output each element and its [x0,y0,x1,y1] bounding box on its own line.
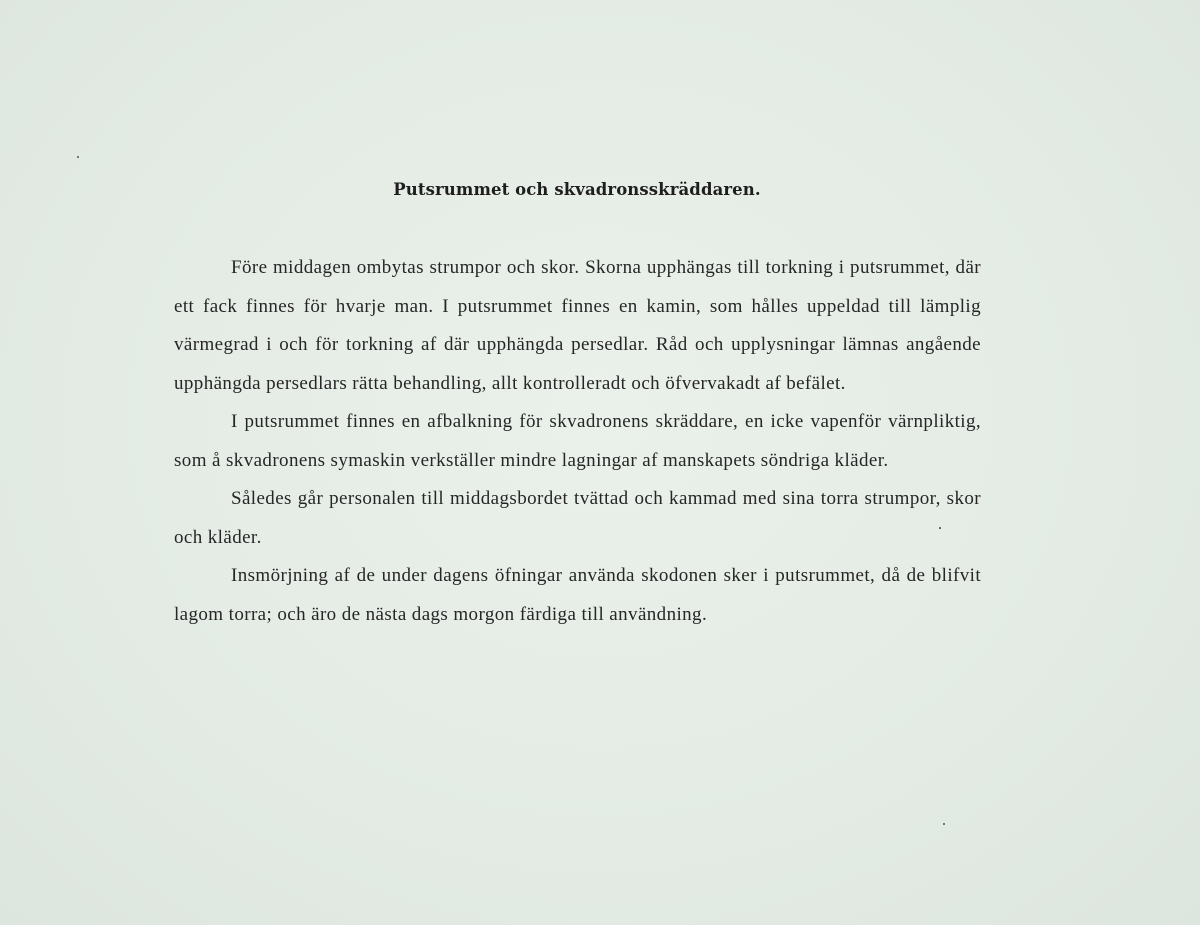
body-text [174,249,981,634]
page-title: Putsrummet och skvadronsskräddaren. [393,180,761,199]
paper-speck [943,823,945,825]
paragraph: Före middagen ombytas strumpor och skor. Skorna upphängas till torkning i putsrummet, där ett fack finnes för hvarje man. I putsrummet finnes en kamin, som hålles uppeldad till lämplig värmegrad i och för torkning af där upphängda persedlar. Råd och upplysningar lämnas angående upphängda persedlars rätta behandling, allt kontrolleradt och öfvervakadt af befälet. [174,257,981,394]
paragraph: I putsrummet finnes en afbalkning för skvadronens skräddare, en icke vapenför värnpliktig, som å skvadronens symaskin verkställer mindre lagningar af manskapets söndriga kläder. [174,411,981,471]
paper-speck [77,156,79,158]
paragraph: Insmörjning af de under dagens öfningar använda skodonen sker i putsrummet, då de blifvit lagom torra; och äro de nästa dags morgon färdiga till användning. [174,565,981,625]
paragraph: Således går personalen till middagsbordet tvättad och kammad med sina torra strumpor, skor och kläder. [174,488,981,548]
